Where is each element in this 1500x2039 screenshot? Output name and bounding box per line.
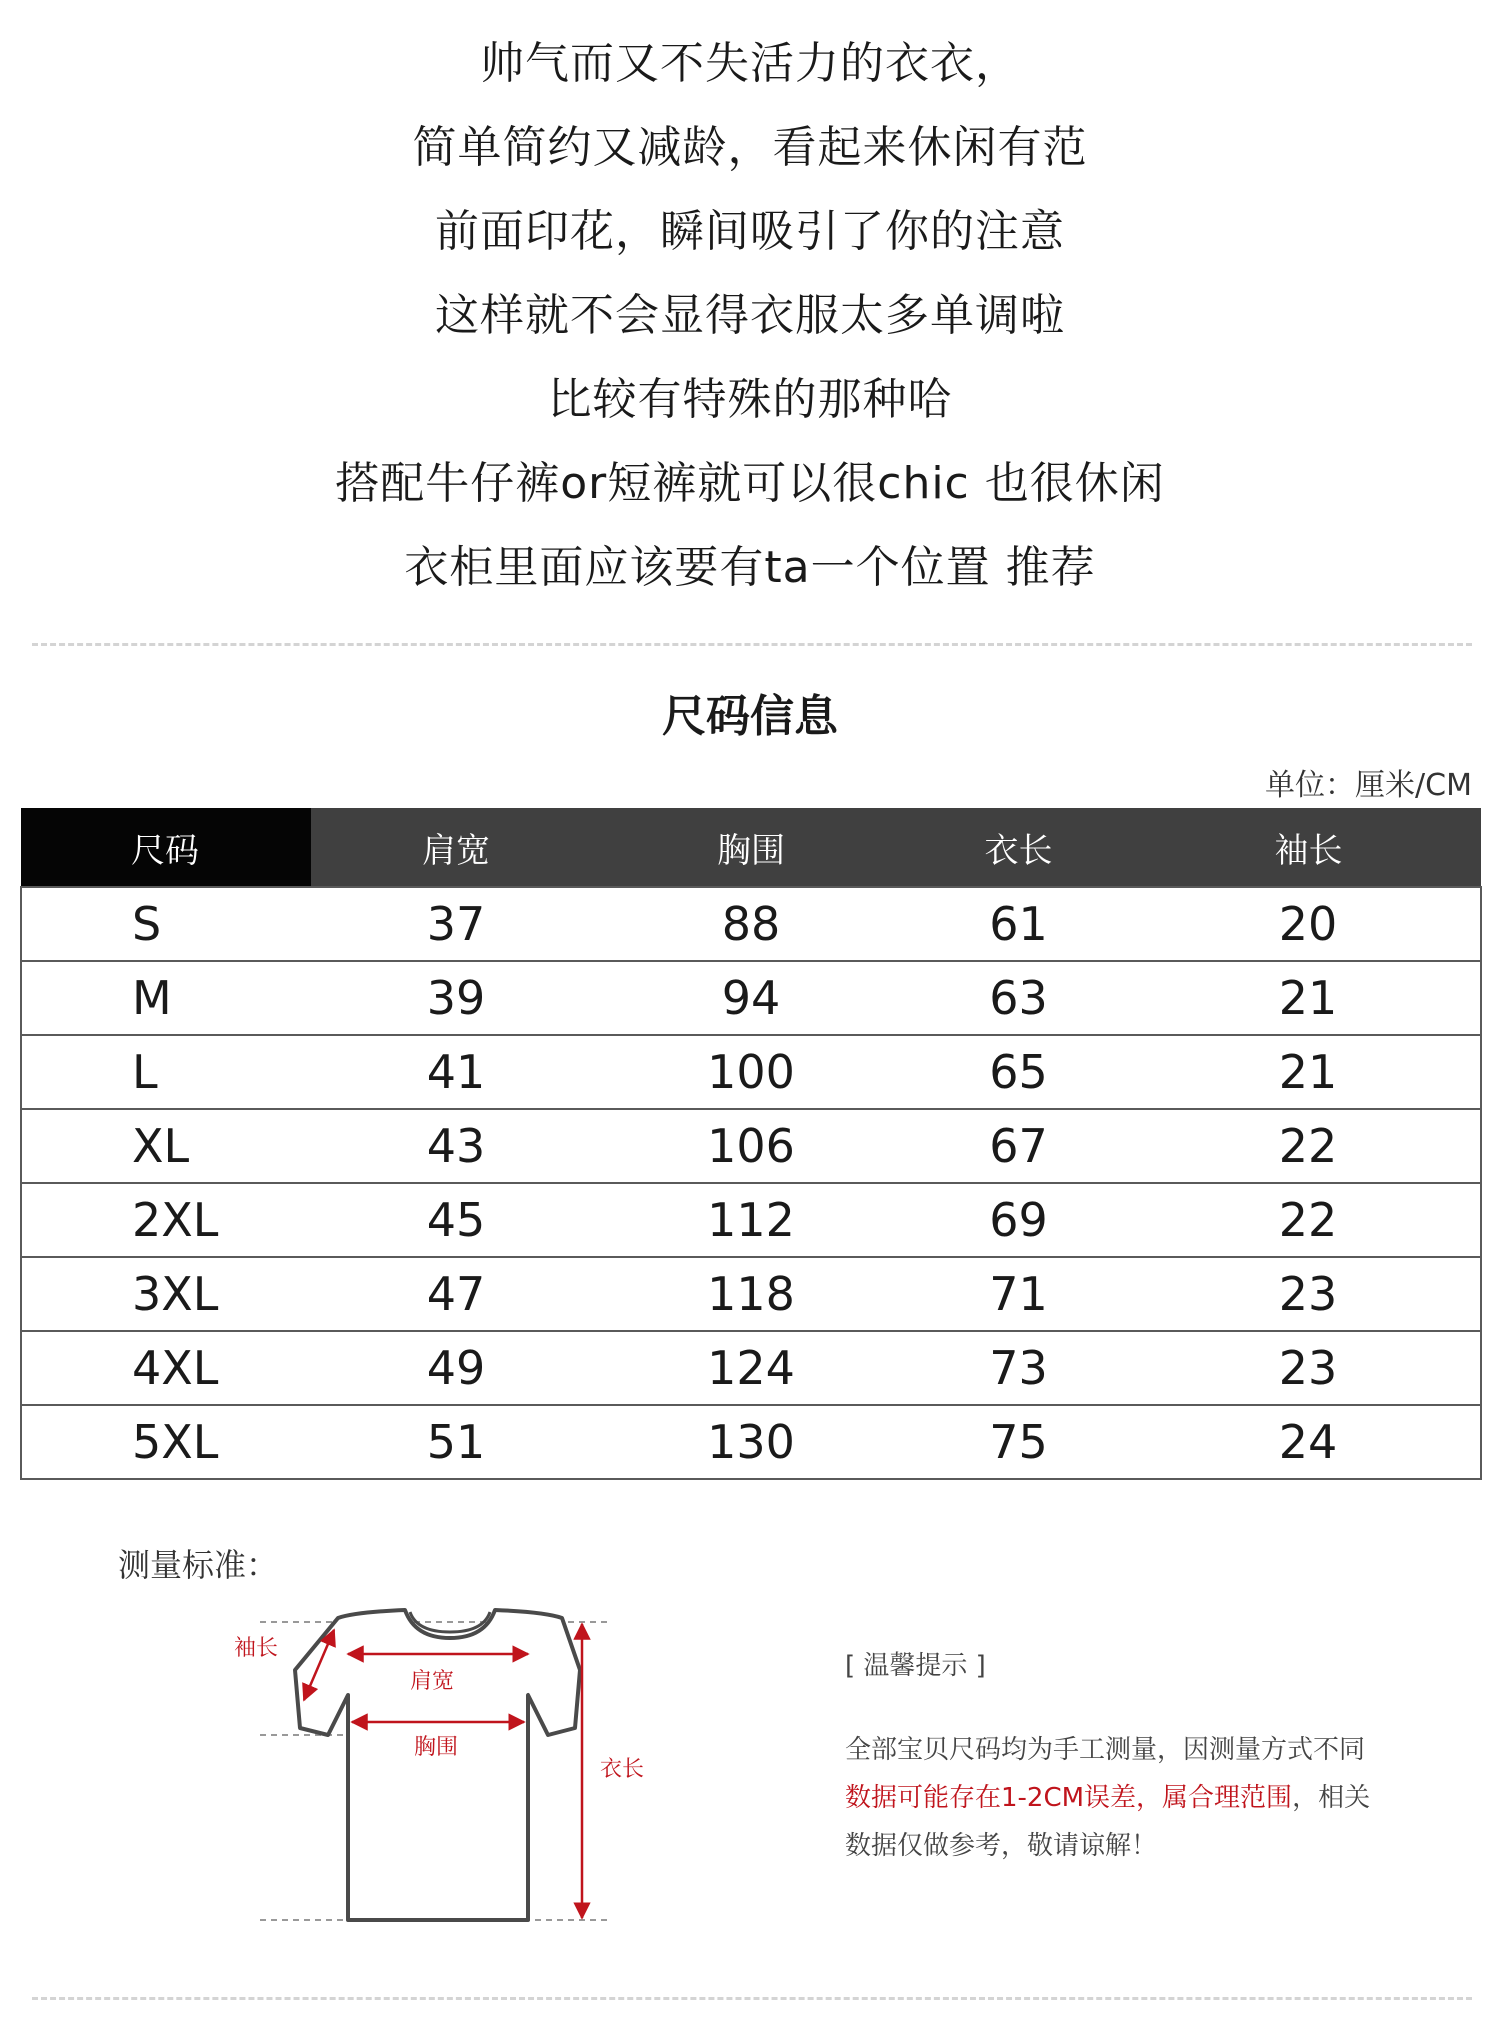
table-row (21, 961, 1481, 1035)
cell-chest: 118 (601, 1257, 901, 1331)
tshirt-diagram-svg (220, 1590, 680, 1930)
header-size: 尺码 (21, 808, 311, 887)
cell-chest: 88 (601, 887, 901, 961)
cell-length: 69 (901, 1183, 1136, 1257)
cell-sleeve: 21 (1136, 1035, 1481, 1109)
tips-title: [ 温馨提示 ] (845, 1651, 986, 1681)
cell-length: 71 (901, 1257, 1136, 1331)
cell-chest: 94 (601, 961, 901, 1035)
intro-line: 衣柜里面应该要有ta一个位置 推荐 (404, 542, 1096, 593)
intro-line: 前面印花，瞬间吸引了你的注意 (435, 206, 1065, 257)
cell-shoulder: 47 (311, 1257, 601, 1331)
tshirt-outline (295, 1610, 580, 1920)
table-row (21, 1257, 1481, 1331)
cell-sleeve: 22 (1136, 1183, 1481, 1257)
table-row (21, 1035, 1481, 1109)
cell-shoulder: 43 (311, 1109, 601, 1183)
cell-length: 73 (901, 1331, 1136, 1405)
cell-shoulder: 45 (311, 1183, 601, 1257)
unit-label: 单位：厘米/CM (1265, 768, 1472, 803)
tips-panel (845, 1645, 1425, 1870)
cell-chest: 124 (601, 1331, 901, 1405)
cell-size: 2XL (21, 1183, 311, 1257)
cell-size: 3XL (21, 1257, 311, 1331)
intro-line: 搭配牛仔裤or短裤就可以很chic 也很休闲 (335, 458, 1165, 509)
label-length: 衣长 (600, 1757, 645, 1782)
cell-length: 65 (901, 1035, 1136, 1109)
size-table (20, 808, 1482, 1480)
cell-length: 67 (901, 1109, 1136, 1183)
label-chest: 胸围 (414, 1735, 459, 1760)
cell-sleeve: 20 (1136, 887, 1481, 961)
cell-shoulder: 37 (311, 887, 601, 961)
tips-line-2-highlight: 数据可能存在1-2CM误差，属合理范围 (845, 1783, 1293, 1813)
cell-sleeve: 24 (1136, 1405, 1481, 1479)
cell-sleeve: 23 (1136, 1331, 1481, 1405)
cell-size: 5XL (21, 1405, 311, 1479)
header-length: 衣长 (901, 808, 1136, 887)
cell-chest: 112 (601, 1183, 901, 1257)
cell-size: M (21, 961, 311, 1035)
cell-chest: 106 (601, 1109, 901, 1183)
tips-line-2-tail: ，相关 (1292, 1783, 1371, 1813)
intro-text (0, 22, 1500, 610)
cell-chest: 100 (601, 1035, 901, 1109)
cell-shoulder: 49 (311, 1331, 601, 1405)
tips-line-1: 全部宝贝尺码均为手工测量，因测量方式不同 (845, 1735, 1366, 1765)
header-chest: 胸围 (601, 808, 901, 887)
cell-chest: 130 (601, 1405, 901, 1479)
dashed-divider (32, 1997, 1472, 2000)
header-sleeve: 袖长 (1136, 808, 1481, 887)
header-shoulder: 肩宽 (311, 808, 601, 887)
table-row (21, 1331, 1481, 1405)
tips-line-3: 数据仅做参考，敬请谅解！ (845, 1831, 1158, 1861)
table-row (21, 1183, 1481, 1257)
measurement-title: 测量标准： (118, 1546, 279, 1584)
tshirt-measure-diagram (220, 1590, 680, 1930)
cell-sleeve: 21 (1136, 961, 1481, 1035)
dashed-divider (32, 643, 1472, 646)
intro-line: 简单简约又减龄，看起来休闲有范 (412, 122, 1088, 173)
cell-shoulder: 39 (311, 961, 601, 1035)
cell-sleeve: 22 (1136, 1109, 1481, 1183)
table-row (21, 1405, 1481, 1479)
cell-sleeve: 23 (1136, 1257, 1481, 1331)
label-shoulder: 肩宽 (410, 1669, 455, 1694)
intro-line: 帅气而又不失活力的衣衣， (480, 38, 1020, 89)
cell-length: 75 (901, 1405, 1136, 1479)
cell-size: XL (21, 1109, 311, 1183)
cell-shoulder: 51 (311, 1405, 601, 1479)
table-row (21, 1109, 1481, 1183)
intro-line: 比较有特殊的那种哈 (547, 374, 953, 425)
size-table-header (21, 808, 1481, 887)
intro-line: 这样就不会显得衣服太多单调啦 (435, 290, 1065, 341)
cell-length: 61 (901, 887, 1136, 961)
table-row (21, 887, 1481, 961)
tips-line-2 (845, 1774, 1425, 1822)
cell-size: S (21, 887, 311, 961)
size-info-title: 尺码信息 (662, 691, 838, 742)
label-sleeve: 袖长 (234, 1636, 279, 1661)
cell-size: L (21, 1035, 311, 1109)
cell-length: 63 (901, 961, 1136, 1035)
cell-size: 4XL (21, 1331, 311, 1405)
cell-shoulder: 41 (311, 1035, 601, 1109)
